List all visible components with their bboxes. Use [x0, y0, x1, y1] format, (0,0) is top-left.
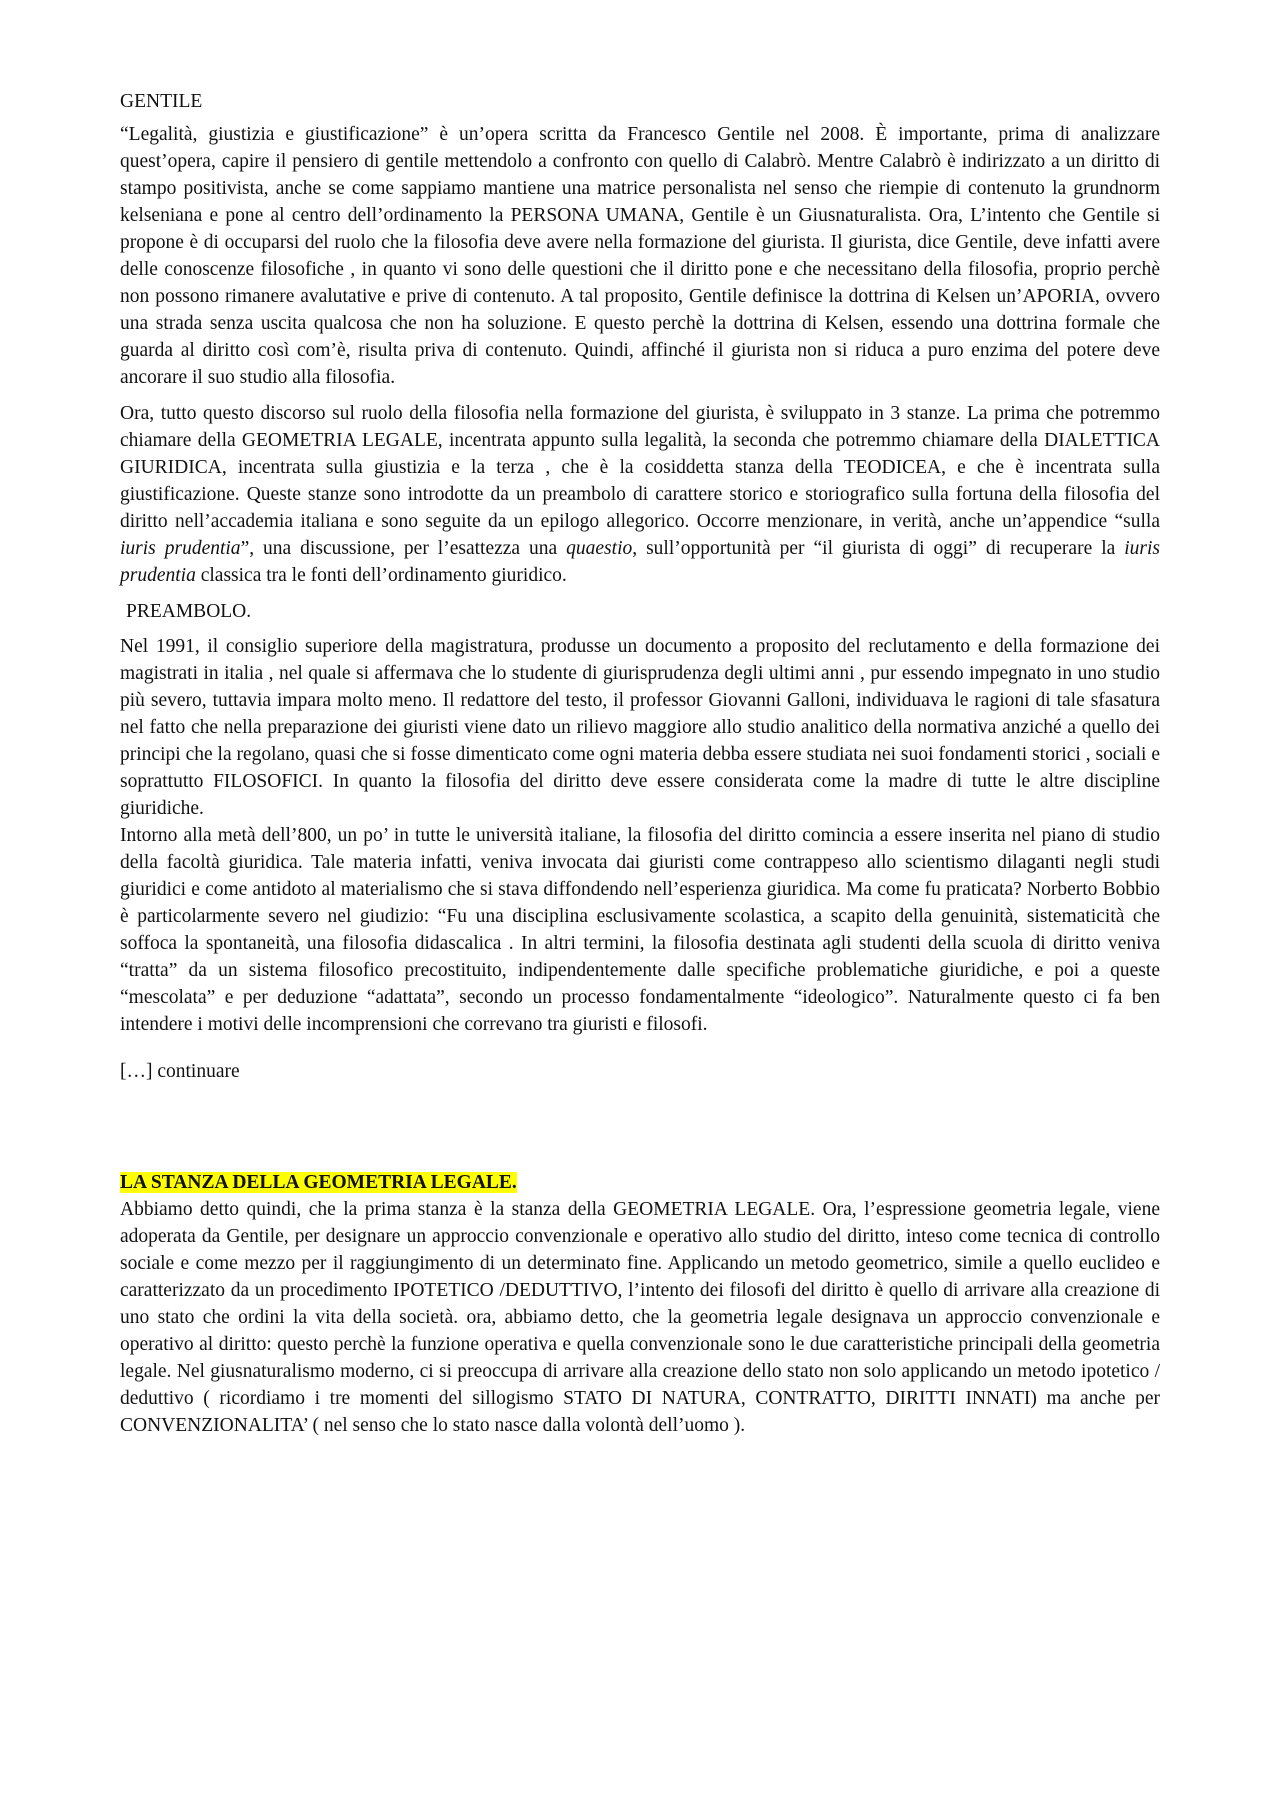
document-title: GENTILE	[120, 91, 203, 112]
blank-spacer	[120, 1085, 1160, 1169]
italic-iuris-prudentia-2: iuris prudentia	[120, 538, 1160, 586]
preambolo-heading: PREAMBOLO.	[126, 601, 252, 622]
paragraph-intro: “Legalità, giustizia e giustificazione” è un’opera scritta da Francesco Gentile nel 2008. È importante, prima di analizzare quest’opera, capire il pensiero di gentile mettendolo a confronto con quello di Calabrò. Mentre Calabrò è indirizzato a un diritto di stampo positivista, anche se come sappiamo mantiene una matrice personalista nel senso che riempie di contenuto la grundnorm kelseniana e pone al centro dell’ordinamento la PERSONA UMANA, Gentile è un Giusnaturalista. Ora, L’intento che Gentile si propone è di occuparsi del ruolo che la filosofia deve avere nella formazione del giurista. Il giurista, dice Gentile, deve infatti avere delle conoscenze filosofiche , in quanto vi sono delle questioni che il diritto pone e che necessitano della filosofia, proprio perchè non possono rimanere avalutative e prive di contenuto. A tal proposito, Gentile definisce la dottrina di Kelsen un’APORIA, ovvero una strada senza uscita qualcosa che non ha soluzione. E questo perchè la dottrina di Kelsen, essendo una dottrina formale che guarda al diritto così com’è, risulta priva di contenuto. Quindi, affinché il giurista non si riduca a puro enzima del potere deve ancorare il suo studio alla filosofia.	[120, 124, 1160, 388]
paragraph-stanze-text-1: Ora, tutto questo discorso sul ruolo della filosofia nella formazione del giurista, è sviluppato in 3 stanze. La prima che potremmo chiamare della GEOMETRIA LEGALE, incentrata appunto sulla legalità, la seconda che potremmo chiamare della DIALETTICA GIURIDICA, incentrata sulla giustizia e la terza , che è la cosiddetta stanza della TEODICEA, e che è incentrata sulla giustificazione. Queste stanze sono introdotte da un preambolo di carattere storico e storiografico sulla fortuna della filosofia del diritto nell’accademia italiana e sono seguite da un epilogo allegorico. Occorre menzionare, in verità, anche un’appendice “sulla	[120, 403, 1160, 532]
italic-quaestio: quaestio	[566, 538, 633, 559]
paragraph-csm-1991: Nel 1991, il consiglio superiore della magistratura, produsse un documento a proposito del reclutamento e della formazione dei magistrati in italia , nel quale si affermava che lo studente di giurisprudenza degli ultimi anni , pur essendo impegnato in uno studio più severo, tuttavia impara molto meno. Il redattore del testo, il professor Giovanni Galloni, individuava le ragioni di tale sfasatura nel fatto che nella preparazione dei giuristi viene dato un rilievo maggiore allo studio analitico della normativa anziché a quello dei principi che la regolano, quasi che si fosse dimenticato come ogni materia debba essere studiata nei suoi fondamenti storici , sociali e soprattutto FILOSOFICI. In quanto la filosofia del diritto deve essere considerata come la madre di tutte le altre discipline giuridiche.	[120, 636, 1160, 819]
paragraph-stanze-text-3: , sull’opportunità per “il giurista di oggi” di recuperare la	[632, 538, 1125, 559]
paragraph-stanze-text-2: ”, una discussione, per l’esattezza una	[240, 538, 567, 559]
section-heading-highlight: LA STANZA DELLA GEOMETRIA LEGALE.	[120, 1172, 517, 1193]
document-page	[120, 88, 1160, 1448]
paragraph-geometria-legale: Abbiamo detto quindi, che la prima stanza è la stanza della GEOMETRIA LEGALE. Ora, l’espressione geometria legale, viene adoperata da Gentile, per designare un approccio convenzionale e operativo allo studio del diritto, inteso come tecnica di controllo sociale e come mezzo per il raggiungimento di un determinato fine. Applicando un metodo geometrico, simile a quello euclideo e caratterizzato da un procedimento IPOTETICO /DEDUTTIVO, l’intento dei filosofi del diritto è quello di arrivare alla creazione di uno stato che ordini la vita della società. ora, abbiamo detto, che la geometria legale designava un approccio convenzionale e operativo al diritto: questo perchè la funzione operativa e quella convenzionale sono le due caratteristiche principali della geometria legale. Nel giusnaturalismo moderno, ci si preoccupa di arrivare alla creazione dello stato non solo applicando un metodo ipotetico / deduttivo ( ricordiamo i tre momenti del sillogismo STATO DI NATURA, CONTRATTO, DIRITTI INNATI) ma anche per CONVENZIONALITA’ ( nel senso che lo stato nasce dalla volontà dell’uomo ).	[120, 1199, 1160, 1436]
paragraph-ottocento: Intorno alla metà dell’800, un po’ in tutte le università italiane, la filosofia del diritto comincia a essere inserita nel piano di studio della facoltà giuridica. Tale materia infatti, veniva invocata dai giuristi come contrappeso allo scientismo dilaganti negli studi giuridici e come antidoto al materialismo che si stava diffondendo nell’esperienza giuridica. Ma come fu praticata? Norberto Bobbio è particolarmente severo nel giudizio: “Fu una disciplina esclusivamente scolastica, a scapito della genuinità, sistematicità che soffoca la spontaneità, una filosofia didascalica . In altri termini, la filosofia destinata agli studenti della scuola di diritto veniva “tratta” da un sistema filosofico precostituito, indipendentemente dalle specifiche problematiche giuridiche, e poi a queste “mescolata” e per deduzione “adattata”, secondo un processo fondamentalmente “ideologico”. Naturalmente questo ci fa ben intendere i motivi delle incomprensioni che correvano tra giuristi e filosofi.	[120, 825, 1160, 1035]
paragraph-stanze-text-4: classica tra le fonti dell’ordinamento giuridico.	[195, 565, 567, 586]
italic-iuris-prudentia: iuris prudentia	[120, 538, 241, 559]
continue-note: […] continuare	[120, 1061, 240, 1082]
paragraph-stanze	[120, 400, 1160, 589]
section-heading	[120, 1169, 1160, 1196]
